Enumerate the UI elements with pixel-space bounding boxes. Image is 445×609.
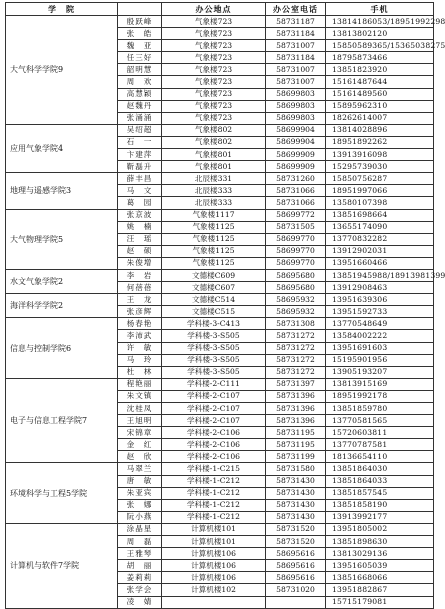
college-cell: 大气物理学院5 [6,209,118,269]
office-phone-cell: 58731199 [266,451,326,463]
location-cell: 气象楼723 [162,40,266,52]
location-cell: 计算机楼101 [162,536,266,548]
name-cell: 程艳丽 [118,378,162,390]
name-cell: 姚 楠 [118,221,162,233]
mobile-cell: 13912902031 [326,245,434,257]
college-cell: 电子与信息工程学院7 [6,378,118,463]
office-phone-cell: 58695680 [266,282,326,294]
office-phone-cell: 58731520 [266,536,326,548]
college-cell: 计算机与软件7学院 [6,523,118,608]
location-cell: 学科楼-1-C212 [162,475,266,487]
mobile-cell: 13814028896 [326,124,434,136]
table-row [6,16,434,28]
name-cell: 宋锦章 [118,427,162,439]
mobile-cell: 13813029136 [326,548,434,560]
name-cell: 李沛武 [118,330,162,342]
name-cell: 王 龙 [118,294,162,306]
location-cell: 学科楼-1-C212 [162,499,266,511]
header-location: 办公地点 [162,3,266,16]
mobile-cell: 18262614007 [326,112,434,124]
location-cell: 气象楼723 [162,100,266,112]
mobile-cell: 13951691603 [326,342,434,354]
mobile-cell: 13951882867 [326,584,434,596]
mobile-cell: 13951605039 [326,560,434,572]
table-body [6,16,445,609]
name-cell: 沈桂凤 [118,403,162,415]
mobile-cell: 15720603811 [326,427,434,439]
mobile-cell: 13851668066 [326,572,434,584]
name-cell: 朱亚宾 [118,487,162,499]
name-cell: 赵 硕 [118,245,162,257]
office-phone-cell: 58695932 [266,306,326,318]
name-cell: 金 红 [118,439,162,451]
office-phone-cell: 58731007 [266,64,326,76]
mobile-cell: 13851857545 [326,487,434,499]
mobile-cell: 15895962310 [326,100,434,112]
office-phone-cell: 58699904 [266,136,326,148]
office-phone-cell: 58731066 [266,185,326,197]
location-cell: 计算机楼106 [162,560,266,572]
mobile-cell: 13951805002 [326,523,434,535]
name-cell: 薛丰昌 [118,173,162,185]
location-cell: 学科楼-3-S505 [162,342,266,354]
location-cell: 学科楼-2-C106 [162,427,266,439]
name-cell: 张涌涌 [118,112,162,124]
name-cell: 马翠兰 [118,463,162,475]
mobile-cell: 13814186053/18951992298 [326,16,434,28]
office-phone-cell: 58731272 [266,354,326,366]
office-phone-cell: 58699770 [266,257,326,269]
table-row [6,378,434,390]
office-phone-cell: 58699803 [266,112,326,124]
mobile-cell: 13851864030 [326,463,434,475]
mobile-cell: 13851698664 [326,209,434,221]
location-cell: 计算机楼106 [162,548,266,560]
location-cell: 学科楼-1-C212 [162,511,266,523]
location-cell: 学科楼-3-S505 [162,354,266,366]
mobile-cell: 15715179081 [326,596,434,608]
mobile-cell: 18795873466 [326,52,434,64]
mobile-cell: 13770581565 [326,415,434,427]
office-phone-cell: 58731520 [266,523,326,535]
office-phone-cell: 58731195 [266,427,326,439]
mobile-cell: 13813915169 [326,378,434,390]
table-row [6,209,434,221]
office-phone-cell: 58731272 [266,366,326,378]
header-office-phone: 办公室电话 [266,3,326,16]
location-cell: 气象楼802 [162,124,266,136]
location-cell: 文德楼C514 [162,294,266,306]
office-phone-cell: 58731272 [266,330,326,342]
office-phone-cell: 58731430 [266,475,326,487]
office-phone-cell: 58699803 [266,88,326,100]
location-cell: 气象楼801 [162,161,266,173]
table-row [6,318,434,330]
mobile-cell: 18951892262 [326,136,434,148]
location-cell: 文德楼C609 [162,269,266,281]
mobile-cell: 18136654110 [326,451,434,463]
location-cell: 学科楼-3-S505 [162,366,266,378]
office-phone-cell: 58695616 [266,548,326,560]
office-phone-cell: 58695932 [266,294,326,306]
name-cell: 魏 亚 [118,40,162,52]
table-row [6,269,434,281]
name-cell: 张 皓 [118,28,162,40]
table-row [6,124,434,136]
name-cell: 张 娜 [118,499,162,511]
location-cell: 学科楼-2-C107 [162,403,266,415]
location-cell: 气象楼723 [162,64,266,76]
name-cell: 胡 丽 [118,560,162,572]
college-cell: 水文气象学院2 [6,269,118,293]
college-cell: 海洋科学学院2 [6,294,118,318]
office-phone-cell: 58731066 [266,197,326,209]
office-phone-cell: 58731007 [266,76,326,88]
location-cell: 文德楼C607 [162,282,266,294]
office-phone-cell: 58695616 [266,572,326,584]
location-cell: 学科楼-2-C111 [162,378,266,390]
mobile-cell: 13655174090 [326,221,434,233]
header-mobile: 手机 [326,3,434,16]
office-phone-cell: 58731396 [266,390,326,402]
office-phone-cell: 58695616 [266,560,326,572]
name-cell: 汪 瑶 [118,233,162,245]
office-phone-cell: 58699770 [266,233,326,245]
mobile-cell: 13851864033 [326,475,434,487]
name-cell: 杜 林 [118,366,162,378]
location-cell: 气象楼723 [162,16,266,28]
name-cell: 张学会 [118,584,162,596]
office-phone-cell: 58699803 [266,100,326,112]
mobile-cell: 15161489560 [326,88,434,100]
name-cell: 阮小燕 [118,511,162,523]
mobile-cell: 13851823920 [326,64,434,76]
name-cell: 许 敏 [118,342,162,354]
header-college: 学 院 [6,3,118,16]
location-cell: 北辰楼331 [162,173,266,185]
mobile-cell: 13905193207 [326,366,434,378]
name-cell: 任三好 [118,52,162,64]
location-cell: 文德楼C515 [162,306,266,318]
mobile-cell: 15161487644 [326,76,434,88]
office-phone-cell: 58731260 [266,173,326,185]
office-phone-cell: 58699770 [266,245,326,257]
name-cell: 葛 园 [118,197,162,209]
name-cell: 张京波 [118,209,162,221]
name-cell: 杨春艳 [118,318,162,330]
mobile-cell: 15850589365/15365038275 [326,40,434,52]
mobile-cell: 13851945988/18913981399 [326,269,434,281]
name-cell: 何蓓蓓 [118,282,162,294]
location-cell: 学科楼-3-S505 [162,330,266,342]
location-cell: 计算机楼101 [162,523,266,535]
mobile-cell: 13913916098 [326,149,434,161]
location-cell: 气象楼723 [162,112,266,124]
name-cell: 高慧颖 [118,88,162,100]
name-cell: 李 岩 [118,269,162,281]
header-name [118,3,162,16]
office-phone-cell: 58731020 [266,584,326,596]
name-cell: 马 文 [118,185,162,197]
name-cell: 王雅琴 [118,548,162,560]
location-cell: 学科楼-3-C413 [162,318,266,330]
location-cell: 学科楼-1-C215 [162,463,266,475]
name-cell: 周 欢 [118,76,162,88]
office-phone-cell: 58731308 [266,318,326,330]
location-cell: 气象楼1125 [162,233,266,245]
table-row [6,294,434,306]
name-cell: 吴绍超 [118,124,162,136]
name-cell: 凌 婧 [118,596,162,608]
mobile-cell: 18951997066 [326,185,434,197]
name-cell: 涂晶星 [118,523,162,535]
name-cell: 石 一 [118,136,162,148]
mobile-cell: 15295739030 [326,161,434,173]
office-phone-cell: 58699772 [266,209,326,221]
location-cell: 计算机楼106 [162,572,266,584]
office-phone-cell: 58731505 [266,221,326,233]
college-cell: 信息与控制学院6 [6,318,118,378]
mobile-cell: 15195901956 [326,354,434,366]
office-phone-cell: 58731007 [266,40,326,52]
office-phone-cell: 58699909 [266,161,326,173]
mobile-cell: 13580107398 [326,197,434,209]
location-cell: 气象楼1125 [162,221,266,233]
office-phone-cell: 58731396 [266,415,326,427]
table-row [6,523,434,535]
office-phone-cell: 58731580 [266,463,326,475]
office-phone-cell: 58731272 [266,342,326,354]
mobile-cell: 13912908463 [326,282,434,294]
mobile-cell: 13770548649 [326,318,434,330]
table-row [6,463,434,475]
location-cell: 气象楼802 [162,136,266,148]
name-cell: 王旭明 [118,415,162,427]
name-cell: 赵魏丹 [118,100,162,112]
office-phone-cell: 58699909 [266,149,326,161]
office-phone-cell: 58731430 [266,487,326,499]
location-cell: 气象楼723 [162,28,266,40]
college-cell: 应用气象学院4 [6,124,118,172]
location-cell: 气象楼723 [162,76,266,88]
mobile-cell: 13851858190 [326,499,434,511]
mobile-cell: 13851898630 [326,536,434,548]
office-phone-cell: 58731397 [266,378,326,390]
college-cell: 环境科学与工程5学院 [6,463,118,523]
location-cell: 气象楼723 [162,88,266,100]
name-cell: 卞建萍 [118,149,162,161]
location-cell: 学科楼-1-C212 [162,487,266,499]
mobile-cell: 13913992177 [326,511,434,523]
mobile-cell: 13770832282 [326,233,434,245]
mobile-cell: 13951660466 [326,257,434,269]
name-cell: 周 磊 [118,536,162,548]
name-cell: 张彦辉 [118,306,162,318]
location-cell: 学科楼-2-C106 [162,451,266,463]
office-phone-cell: 58731184 [266,52,326,64]
name-cell: 朱俊增 [118,257,162,269]
location-cell: 气象楼1117 [162,209,266,221]
mobile-cell: 15850756287 [326,173,434,185]
mobile-cell: 13813802120 [326,28,434,40]
name-cell: 唐 敏 [118,475,162,487]
table-row [6,173,434,185]
office-phone-cell: 58731184 [266,28,326,40]
college-cell: 地理与遥感学院3 [6,173,118,209]
mobile-cell: 13770787581 [326,439,434,451]
location-cell [162,596,266,608]
office-phone-cell [266,596,326,608]
name-cell: 赵 欣 [118,451,162,463]
location-cell: 学科楼-2-C107 [162,415,266,427]
office-phone-cell: 58699904 [266,124,326,136]
name-cell: 姜莉莉 [118,572,162,584]
location-cell: 气象楼1125 [162,245,266,257]
location-cell: 学科楼-2-C106 [162,439,266,451]
mobile-cell: 13951639306 [326,294,434,306]
location-cell: 北辰楼333 [162,197,266,209]
mobile-cell: 13851859780 [326,403,434,415]
office-phone-cell: 58731195 [266,439,326,451]
mobile-cell: 13951592733 [326,306,434,318]
mobile-cell: 13584002222 [326,330,434,342]
location-cell: 气象楼801 [162,149,266,161]
location-cell: 北辰楼333 [162,185,266,197]
office-phone-cell: 58731430 [266,499,326,511]
name-cell: 朱文镇 [118,390,162,402]
mobile-cell: 18951992178 [326,390,434,402]
name-cell: 马 玲 [118,354,162,366]
contact-sheet [5,2,445,609]
office-phone-cell: 58731187 [266,16,326,28]
office-phone-cell: 58731430 [266,511,326,523]
office-phone-cell: 58731396 [266,403,326,415]
location-cell: 气象楼1125 [162,257,266,269]
name-cell: 韶明慧 [118,64,162,76]
name-cell: 殷跃峰 [118,16,162,28]
location-cell: 计算机楼102 [162,584,266,596]
contact-table [5,2,445,609]
header-row [6,3,434,16]
office-phone-cell: 58695680 [266,269,326,281]
location-cell: 学科楼-2-C107 [162,390,266,402]
location-cell: 气象楼723 [162,52,266,64]
college-cell: 大气科学学院9 [6,16,118,125]
name-cell: 靳磊升 [118,161,162,173]
